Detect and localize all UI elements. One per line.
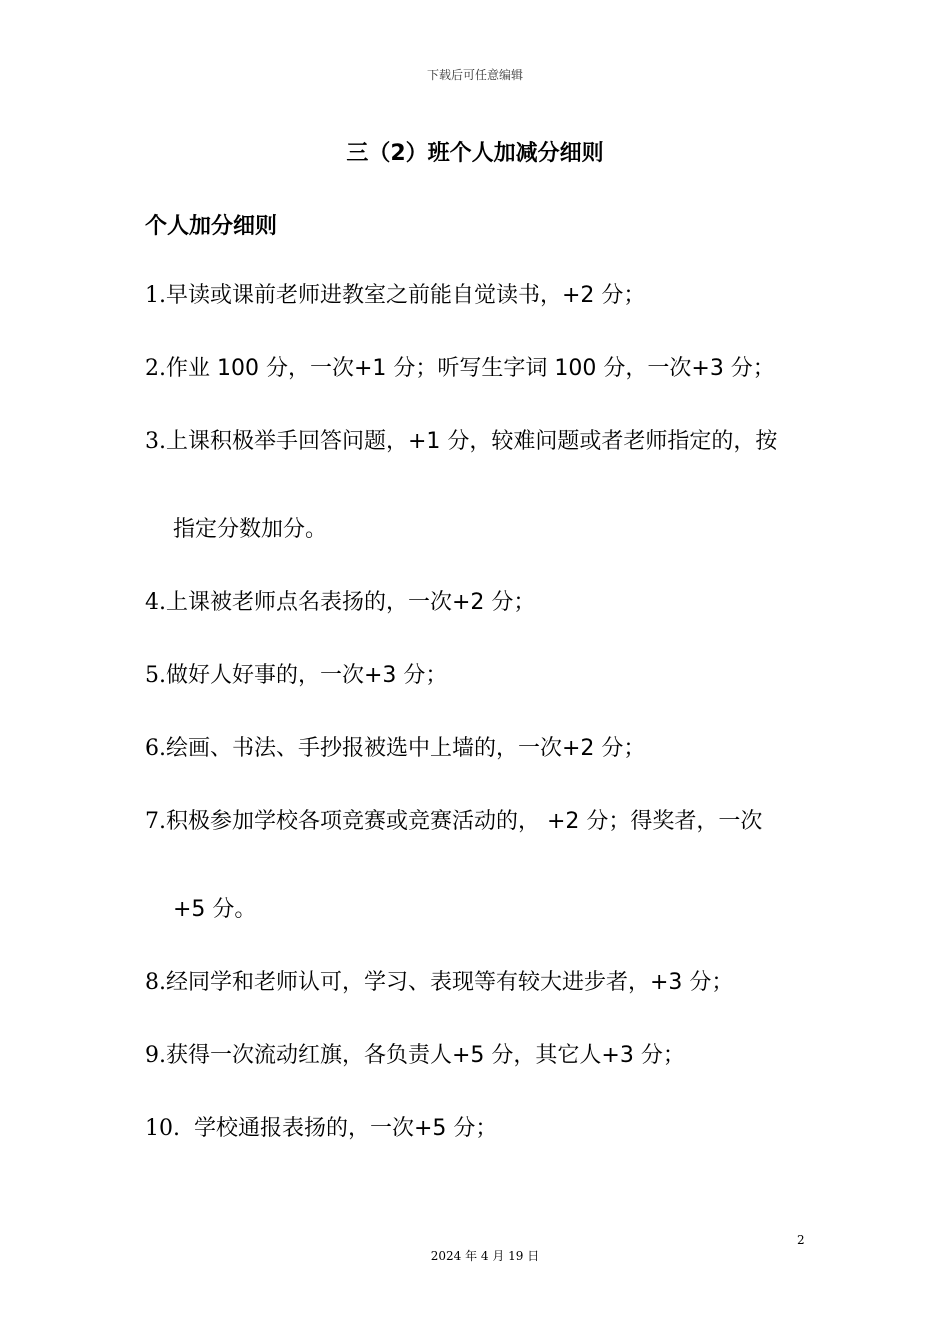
- rule-text-continued: +5 分。: [173, 897, 257, 922]
- rule-text: 学校通报表扬的，一次+5 分；: [194, 1116, 498, 1141]
- rule-item-3: [145, 428, 815, 543]
- rule-number: 6.: [145, 736, 166, 761]
- rule-item-1: [145, 282, 815, 309]
- rule-item-7: [145, 808, 815, 923]
- rules-list: [145, 282, 815, 1188]
- rule-text: 早读或课前老师进教室之前能自觉读书，+2 分；: [166, 283, 646, 308]
- rule-text: 上课被老师点名表扬的，一次+2 分；: [166, 590, 536, 615]
- rule-text: 经同学和老师认可，学习、表现等有较大进步者，+3 分；: [166, 970, 734, 995]
- rule-text: 做好人好事的，一次+3 分；: [166, 663, 448, 688]
- section-heading: 个人加分细则: [145, 214, 278, 239]
- rule-item-6: [145, 735, 815, 762]
- rule-number: 5.: [145, 663, 166, 688]
- rule-number: 10.: [145, 1116, 180, 1141]
- rule-item-8: [145, 969, 815, 996]
- footer-date: 2024 年 4 月 19 日: [430, 1249, 540, 1263]
- document-title: 三（2）班个人加减分细则: [346, 141, 604, 166]
- rule-text-continued: 指定分数加分。: [173, 517, 328, 542]
- rule-item-4: [145, 589, 815, 616]
- header-note: 下载后可任意编辑: [426, 68, 523, 82]
- rule-text: 上课积极举手回答问题，+1 分，较难问题或者老师指定的，按: [166, 429, 778, 454]
- rule-number: 1.: [145, 283, 166, 308]
- rule-number: 8.: [145, 970, 166, 995]
- rule-item-5: [145, 662, 815, 689]
- rule-text: 获得一次流动红旗，各负责人+5 分，其它人+3 分；: [166, 1043, 685, 1068]
- rule-text: 绘画、书法、手抄报被选中上墙的，一次+2 分；: [166, 736, 646, 761]
- page-number: 2: [797, 1233, 805, 1247]
- rule-item-2: [145, 355, 815, 382]
- rule-number: 9.: [145, 1043, 166, 1068]
- rule-item-9: [145, 1042, 815, 1069]
- rule-text: 积极参加学校各项竞赛或竞赛活动的， +2 分；得奖者，一次: [166, 809, 763, 834]
- rule-number: 3.: [145, 429, 166, 454]
- rule-number: 7.: [145, 809, 166, 834]
- rule-number: 4.: [145, 590, 166, 615]
- rule-text: 作业 100 分，一次+1 分；听写生字词 100 分，一次+3 分；: [166, 356, 775, 381]
- rule-item-10: [145, 1115, 815, 1142]
- rule-number: 2.: [145, 356, 166, 381]
